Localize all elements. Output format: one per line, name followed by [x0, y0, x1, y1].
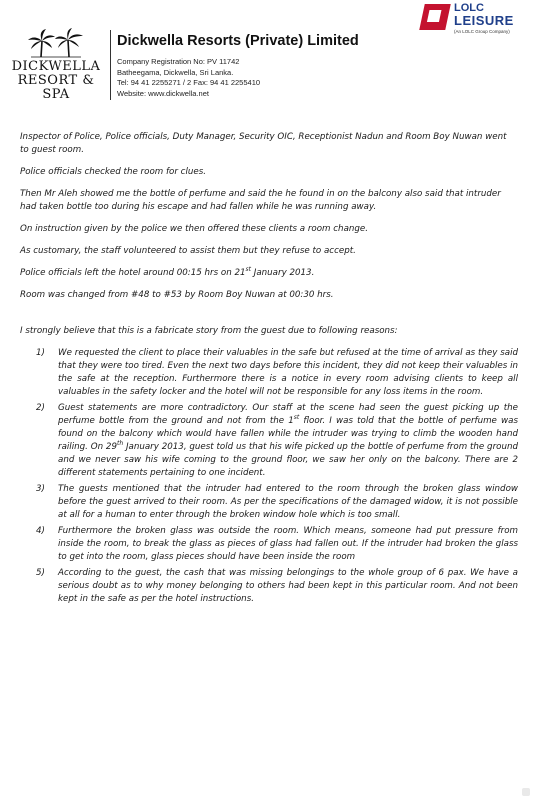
paragraph: Police officials checked the room for clues. — [20, 167, 207, 177]
resort-logo — [8, 28, 104, 102]
lolc-mark-icon — [419, 4, 451, 30]
text-run: Police officials left the hotel around 00:15 hrs on 21 — [20, 268, 246, 278]
company-details — [117, 57, 260, 99]
partner-logo — [422, 0, 534, 40]
list-number: 5) — [36, 568, 45, 578]
paragraph: Inspector of Police, Police officials, Duty Manager, Security OIC, Receptionist Nadun and Room Boy Nuwan went to guest room. — [20, 132, 507, 155]
palm-trees-icon — [25, 28, 87, 58]
company-registration: Company Registration No: PV 11742 — [117, 57, 240, 66]
partner-name-line1: LOLC — [454, 2, 484, 14]
list-item — [36, 525, 518, 564]
company-name: Dickwella Resorts (Private) Limited — [117, 33, 359, 49]
reasons-list — [20, 347, 518, 606]
list-item — [36, 567, 518, 606]
text-run: floor. I was told that the bottle of perfume was found on the balcony which would have fallen while the intruder was trying to climb the wooden hand railing. On 29 — [58, 416, 518, 452]
list-number: 1) — [36, 348, 45, 358]
company-phone-fax: Tel: 94 41 2255271 / 2 Fax: 94 41 2255410 — [117, 78, 261, 87]
text-run: January 2013. — [251, 268, 315, 278]
paragraph: Room was changed from #48 to #53 by Room Boy Nuwan at 00:30 hrs. — [20, 290, 334, 300]
partner-tagline: (An LOLC Group Company) — [454, 29, 510, 34]
text-run: Guest statements are more contradictory. Our staff at the scene had seen the guest picking up the perfume bottle from the ground and not from the 1 — [58, 403, 518, 426]
text-run: January 2013, guest told us that his wife picked up the bottle of perfume from the ground and we never saw his wife coming to the ground floor, we saw her only on the balcony. There are 2 different statements pertaining to one incident. — [58, 442, 518, 478]
partner-name-line2: LEISURE — [454, 13, 514, 28]
list-text: According to the guest, the cash that was missing belongings to the whole group of 6 pax. We have a serious doubt as to why money belonging to others had been kept in this particular room. And not been kept in the safe as per the hotel instructions. — [58, 568, 518, 604]
superscript: st — [293, 414, 300, 422]
paragraph: On instruction given by the police we then offered these clients a room change. — [20, 224, 369, 234]
list-number: 4) — [36, 526, 45, 536]
company-website: Website: www.dickwella.net — [117, 88, 209, 98]
superscript: th — [116, 440, 124, 448]
list-item — [36, 347, 518, 399]
paragraph: Then Mr Aleh showed me the bottle of perfume and said the he found in on the balcony also said that intruder had taken bottle too during his escape and had fallen while he was running away. — [20, 189, 501, 212]
brand-name-line2: RESORT & SPA — [17, 73, 95, 102]
corner-mark — [522, 788, 530, 796]
letter-body — [20, 131, 518, 609]
list-number: 2) — [36, 403, 45, 413]
list-number: 3) — [36, 484, 45, 494]
reasons-intro: I strongly believe that this is a fabricate story from the guest due to following reasons: — [20, 326, 398, 336]
list-item — [36, 483, 518, 522]
superscript: st — [245, 266, 252, 274]
header-divider — [110, 30, 111, 100]
list-text: The guests mentioned that the intruder had entered to the room through the broken glass window before the guest arrived to their room. As per the specifications of the damaged widow, it is not possible at all for a human to enter through the broken window hole which is too small. — [58, 484, 518, 520]
paragraph: As customary, the staff volunteered to assist them but they refuse to accept. — [20, 246, 356, 256]
list-item — [36, 402, 518, 480]
paragraph — [20, 267, 518, 280]
brand-name-line1: DICKWELLA — [11, 59, 101, 74]
company-address: Batheegama, Dickwella, Sri Lanka. — [117, 67, 234, 77]
list-text: We requested the client to place their valuables in the safe but refused at the time of arrival as they said that they were too tired. Even the next two days before this incident, they did not keep their valuables in the safe at the reception. Furthermore there is a notice in every room advising clients to keep all valuables in the safety locker and the hotel will not be responsible for any loss items in the room. — [58, 348, 518, 397]
list-text: Furthermore the broken glass was outside the room. Which means, someone had put pressure from inside the room, to break the glass as pieces of glass had fallen out. If the intruder had broken the glass to get into the room, glass pieces should have been inside the room — [58, 526, 518, 562]
